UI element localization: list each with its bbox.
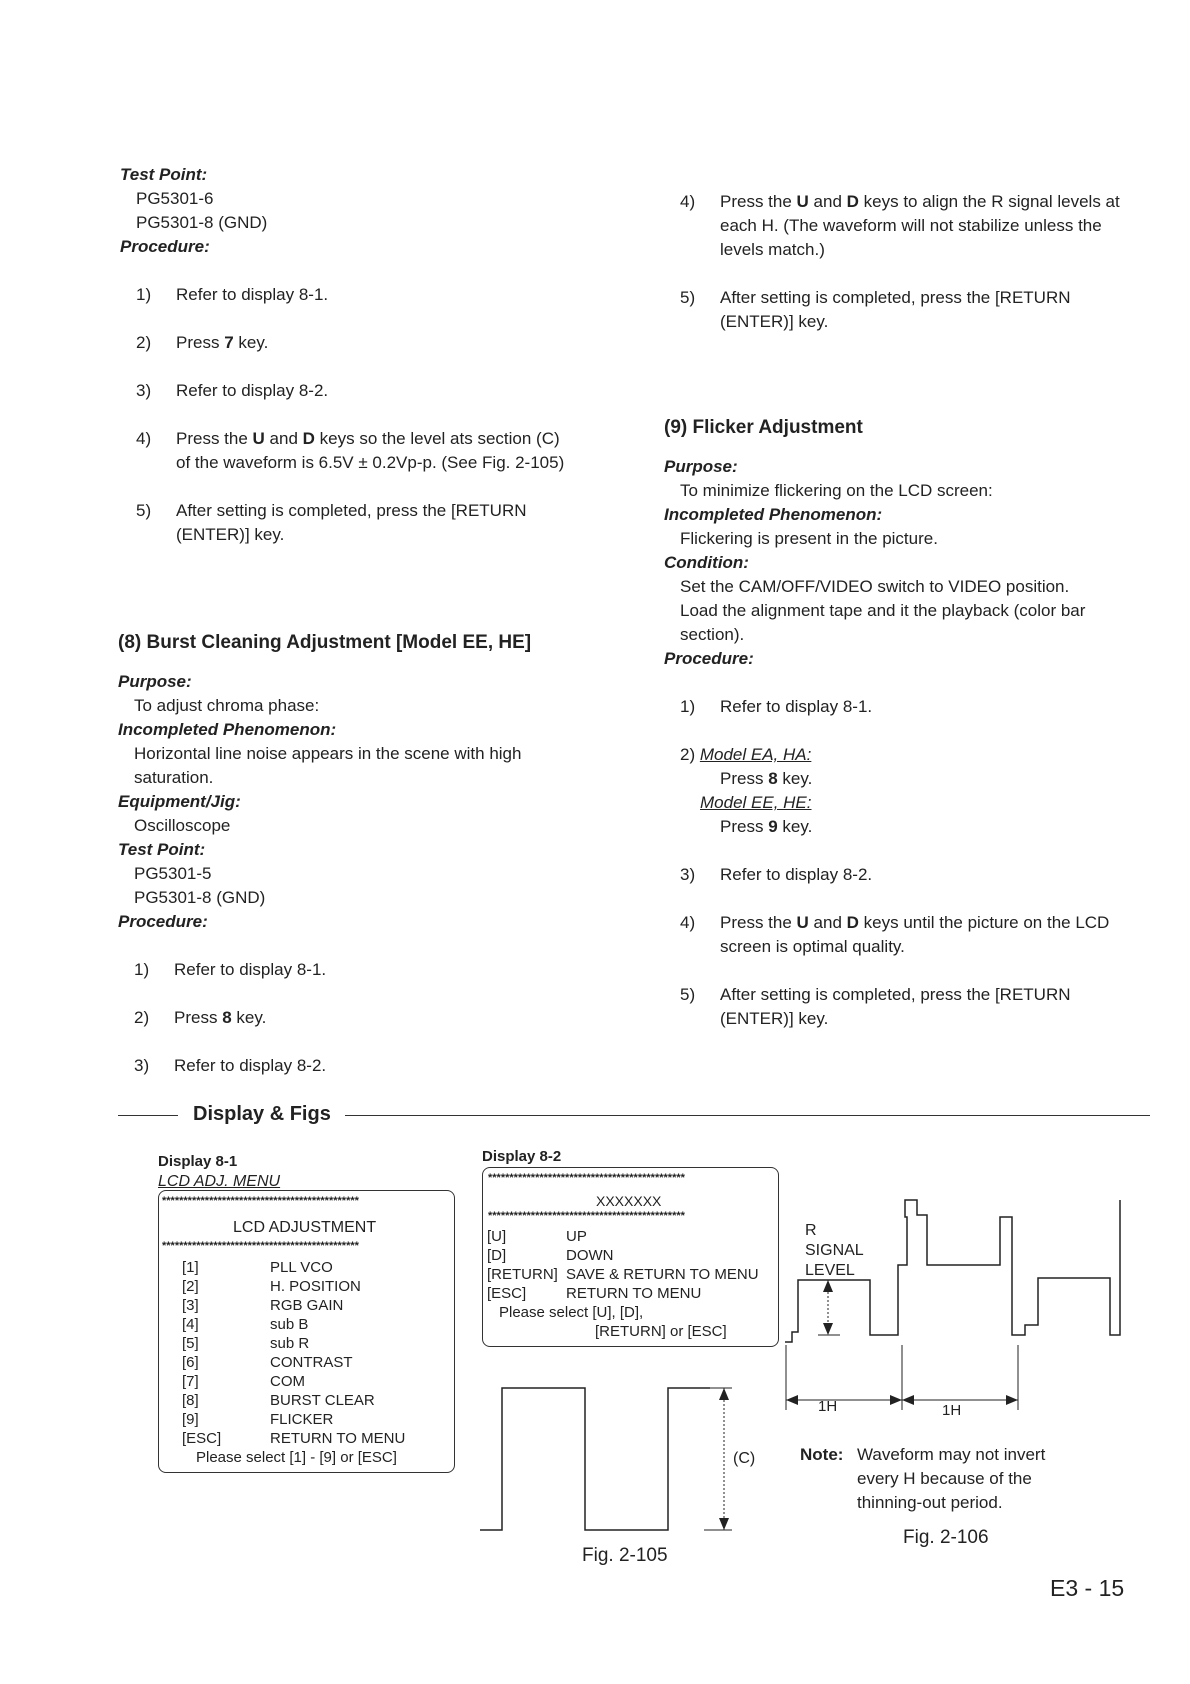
condition-text: section).: [680, 625, 745, 644]
divider: [345, 1115, 1150, 1116]
h-label-1: 1H: [818, 1398, 838, 1415]
display-8-1-title: Display 8-1: [158, 1153, 238, 1170]
incomplete-text: Horizontal line noise appears in the scene with high: [134, 744, 522, 763]
purpose-text: To minimize flickering on the LCD screen:: [680, 481, 993, 500]
step-text: screen is optimal quality.: [720, 937, 905, 956]
waveform-fig-105: [470, 1370, 750, 1540]
fig-105-caption: Fig. 2-105: [582, 1545, 668, 1566]
test-point-2: PG5301-8 (GND): [136, 213, 268, 232]
menu-item: [RETURN] SAVE & RETURN TO MENU: [487, 1266, 759, 1283]
note-label: Note:: [800, 1445, 844, 1464]
procedure-label: Procedure:: [664, 649, 754, 668]
equipment-label: Equipment/Jig:: [118, 792, 241, 811]
menu-header: LCD ADJUSTMENT: [233, 1219, 377, 1236]
step-text: Press 8 key.: [720, 769, 813, 788]
menu-item: [ESC] RETURN TO MENU: [182, 1430, 406, 1447]
model-label: Model EE, HE:: [700, 793, 812, 812]
step-text: (ENTER)] key.: [720, 312, 829, 331]
test-point-label: Test Point:: [118, 840, 206, 859]
stars-divider: **********************************************: [488, 1210, 685, 1222]
menu-header: XXXXXXX: [596, 1193, 662, 1209]
divider: [118, 1115, 178, 1116]
test-point-1: PG5301-6: [136, 189, 214, 208]
display-8-2-title: Display 8-2: [482, 1148, 562, 1165]
condition-text: Set the CAM/OFF/VIDEO switch to VIDEO position.: [680, 577, 1070, 596]
h-label-2: 1H: [942, 1402, 962, 1419]
test-point-label: Test Point:: [120, 165, 208, 184]
menu-item: [2] H. POSITION: [182, 1278, 361, 1295]
step-text: each H. (The waveform will not stabilize unless the: [720, 216, 1102, 235]
waveform-fig-106: [780, 1190, 1160, 1425]
incomplete-label: Incompleted Phenomenon:: [664, 505, 883, 524]
fig-106-caption: Fig. 2-106: [903, 1527, 989, 1548]
menu-list: [487, 1227, 759, 1341]
step-item: 2) Model EA, HA:: [680, 745, 812, 764]
menu-item: [5] sub R: [182, 1335, 310, 1352]
note-text: Waveform may not invert: [857, 1445, 1046, 1464]
menu-item: [1] PLL VCO: [182, 1259, 333, 1276]
step-text: Press 9 key.: [720, 817, 813, 836]
note-text: every H because of the: [857, 1469, 1032, 1488]
figs-section-title: Display & Figs: [193, 1103, 331, 1125]
procedure-label: Procedure:: [118, 912, 208, 931]
incomplete-label: Incompleted Phenomenon:: [118, 720, 337, 739]
incomplete-text: saturation.: [134, 768, 214, 787]
menu-item: [3] RGB GAIN: [182, 1297, 344, 1314]
menu-item: [U] UP: [487, 1228, 587, 1245]
c-label: (C): [733, 1450, 756, 1467]
signal-level-label: R SIGNAL LEVEL: [805, 1222, 864, 1279]
menu-prompt: Please select [1] - [9] or [ESC]: [196, 1449, 397, 1466]
menu-item: [D] DOWN: [487, 1247, 614, 1264]
section-9-heading: (9) Flicker Adjustment: [664, 417, 863, 438]
menu-prompt: [RETURN] or [ESC]: [595, 1323, 727, 1340]
purpose-text: To adjust chroma phase:: [134, 696, 320, 715]
stars-divider: **********************************************: [162, 1240, 359, 1252]
condition-text: Load the alignment tape and it the playback (color bar: [680, 601, 1086, 620]
menu-title: LCD ADJ. MENU: [158, 1173, 281, 1190]
menu-prompt: Please select [U], [D],: [499, 1304, 644, 1321]
menu-item: [ESC] RETURN TO MENU: [487, 1285, 702, 1302]
step-text: of the waveform is 6.5V ± 0.2Vp-p. (See Fig. 2-105): [176, 453, 565, 472]
step-text: (ENTER)] key.: [720, 1009, 829, 1028]
stars-divider: **********************************************: [488, 1172, 685, 1184]
page-number: E3 - 15: [1050, 1575, 1125, 1601]
section-8-heading: (8) Burst Cleaning Adjustment [Model EE, HE]: [118, 632, 532, 653]
menu-item: [9] FLICKER: [182, 1411, 334, 1428]
note-text: thinning-out period.: [857, 1493, 1003, 1512]
step-text: (ENTER)] key.: [176, 525, 285, 544]
stars-divider: **********************************************: [162, 1195, 359, 1207]
test-point-2: PG5301-8 (GND): [134, 888, 266, 907]
purpose-label: Purpose:: [118, 672, 192, 691]
condition-label: Condition:: [664, 553, 749, 572]
menu-item: [6] CONTRAST: [182, 1354, 353, 1371]
step-text: levels match.): [720, 240, 825, 259]
purpose-label: Purpose:: [664, 457, 738, 476]
procedure-label: Procedure:: [120, 237, 210, 256]
menu-list: [182, 1258, 406, 1467]
menu-item: [4] sub B: [182, 1316, 309, 1333]
test-point-1: PG5301-5: [134, 864, 212, 883]
incomplete-text: Flickering is present in the picture.: [680, 529, 938, 548]
equipment-text: Oscilloscope: [134, 816, 231, 835]
menu-item: [8] BURST CLEAR: [182, 1392, 375, 1409]
menu-item: [7] COM: [182, 1373, 305, 1390]
